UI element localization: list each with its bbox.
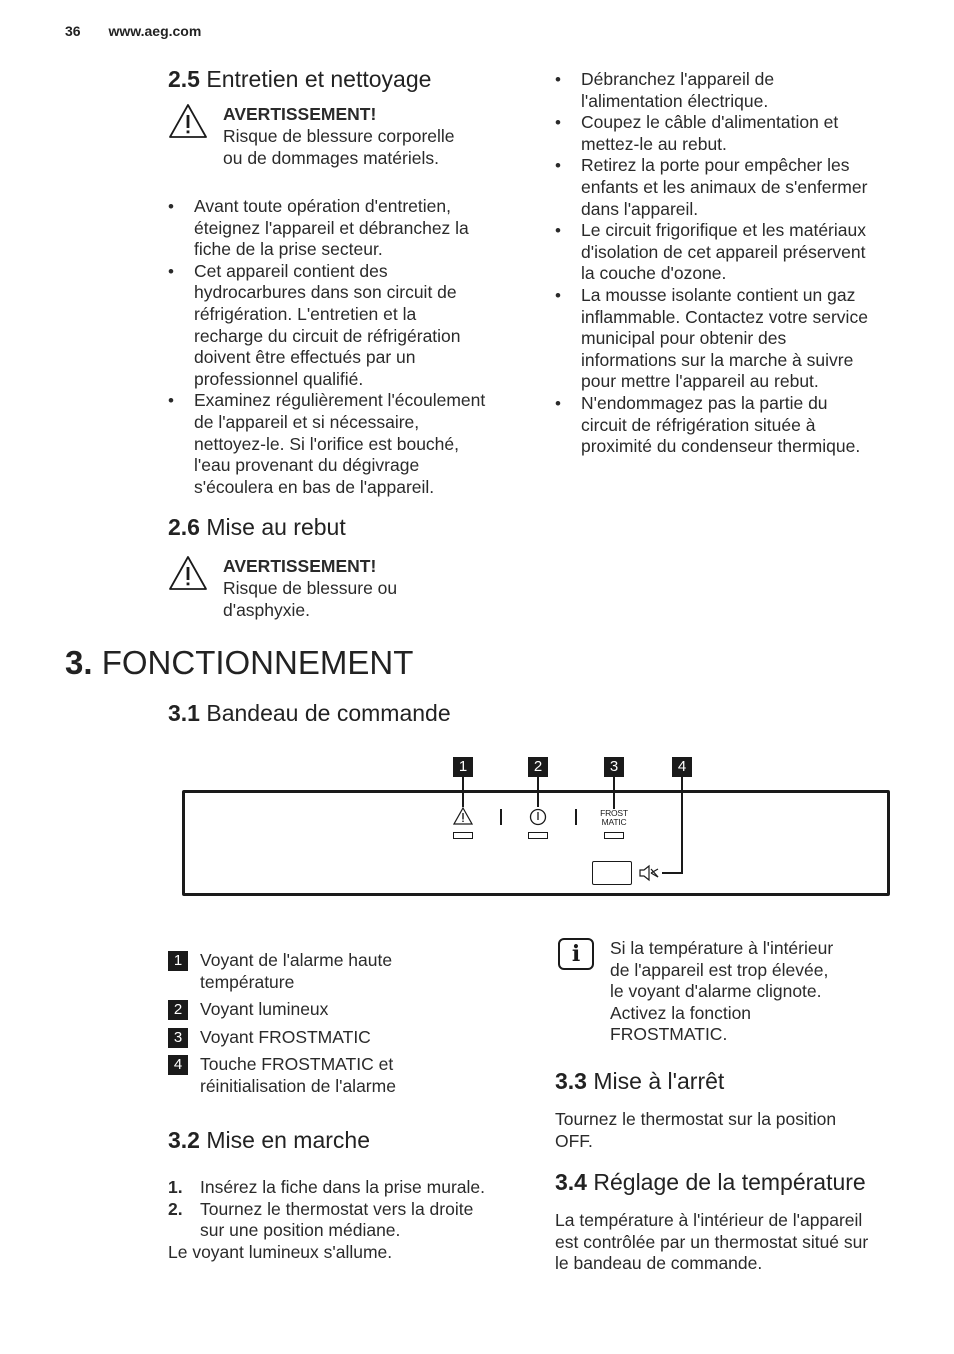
callout-1: 1 [453,757,473,777]
chapter-title: 3. FONCTIONNEMENT [65,644,414,681]
bullet-list-2-6 [555,69,910,458]
legend-item: 4 Touche FROSTMATIC et réinitialisation de l'alarme [168,1054,528,1097]
bullet-list-2-5 [168,196,528,498]
list-item: • Débranchez l'appareil de l'alimentation électrique. [555,69,910,112]
warning-block [168,555,528,621]
header-url: www.aeg.com [108,23,202,39]
list-item: • Coupez le câble d'alimentation et mettez-le au rebut. [555,112,910,155]
list-item: 2. Tournez le thermostat vers la droite sur une position médiane. [168,1198,474,1241]
info-icon: i [558,938,594,970]
list-item: • Examinez régulièrement l'écoulement de l'appareil et si nécessaire, nettoyez-le. Si l'orifice est bouché, l'eau provenant du dégivrage s'écoulera en bas de l'appareil. [168,390,528,498]
warning-text: ou de dommages matériels. [223,148,439,168]
warning-block [168,103,528,169]
warning-text: d'asphyxie. [223,600,311,620]
panel-divider [575,809,577,825]
section-heading: 2.6 Mise au rebut [168,514,346,540]
control-panel [182,790,890,896]
frostmatic-label: FROST MATIC [600,808,628,827]
alarm-led [453,832,473,839]
page-header [65,23,201,39]
list-item: • N'endommagez pas la partie du circuit de réfrigération située à proximité du condenseur thermique. [555,393,910,458]
callout-2: 2 [528,757,548,777]
section-heading: 2.5 Entretien et nettoyage [168,66,432,92]
panel-divider [500,809,502,825]
panel-legend [168,950,528,1098]
section-heading-3-3: 3.3 Mise à l'arrêt [555,1068,725,1094]
list-item: • Le circuit frigorifique et les matériaux d'isolation de cet appareil préservent la couche d'ozone. [555,220,910,285]
frostmatic-led [604,832,624,839]
list-item: • Retirez la porte pour empêcher les enfants et les animaux de s'enfermer dans l'appareil. [555,155,910,220]
list-item: • La mousse isolante contient un gaz inflammable. Contactez votre service municipal pour obtenir des informations sur la marche à suivre pour mettre l'appareil au rebut. [555,285,910,393]
speaker-mute-icon [638,864,660,882]
warning-title: AVERTISSEMENT! [223,104,377,124]
paragraph: Le voyant lumineux s'allume. [168,1242,393,1262]
legend-item: 2 Voyant lumineux [168,999,528,1021]
section-2-6 [168,514,528,621]
paragraph: Tournez le thermostat sur la position OFF. [555,1109,837,1151]
warning-text: Risque de blessure ou [223,578,398,598]
warning-triangle-icon [168,103,208,139]
section-heading-3-4: 3.4 Réglage de la température [555,1169,866,1195]
list-item: 1. Insérez la fiche dans la prise murale. [168,1177,485,1197]
section-heading-3-1: 3.1 Bandeau de commande [168,700,451,726]
warning-text: Risque de blessure corporelle [223,126,455,146]
alarm-triangle-icon [453,807,473,825]
legend-item: 3 Voyant FROSTMATIC [168,1027,528,1049]
list-item: • Avant toute opération d'entretien, éteignez l'appareil et débranchez la fiche de la prise secteur. [168,196,528,261]
warning-triangle-icon [168,555,208,591]
list-item: • Cet appareil contient des hydrocarbures dans son circuit de réfrigération. L'entretien et la recharge du circuit de réfrigération doivent être effectués par un professionnel qualifié. [168,261,528,391]
page-number: 36 [65,23,81,39]
section-2-5 [168,66,528,169]
power-icon [529,808,547,826]
power-led [528,832,548,839]
section-heading-3-2: 3.2 Mise en marche [168,1127,370,1153]
callout-4: 4 [672,757,692,777]
info-block: i Si la température à l'intérieur de l'appareil est trop élevée, le voyant d'alarme clignote. Activez la fonction FROSTMATIC. [558,938,833,1046]
frostmatic-button[interactable] [592,861,632,885]
paragraph: La température à l'intérieur de l'appareil est contrôlée par un thermostat situé sur le bandeau de commande. [555,1210,869,1274]
warning-title: AVERTISSEMENT! [223,556,377,576]
steps-list [168,1177,528,1242]
callout-3: 3 [604,757,624,777]
legend-item: 1 Voyant de l'alarme haute température [168,950,528,993]
